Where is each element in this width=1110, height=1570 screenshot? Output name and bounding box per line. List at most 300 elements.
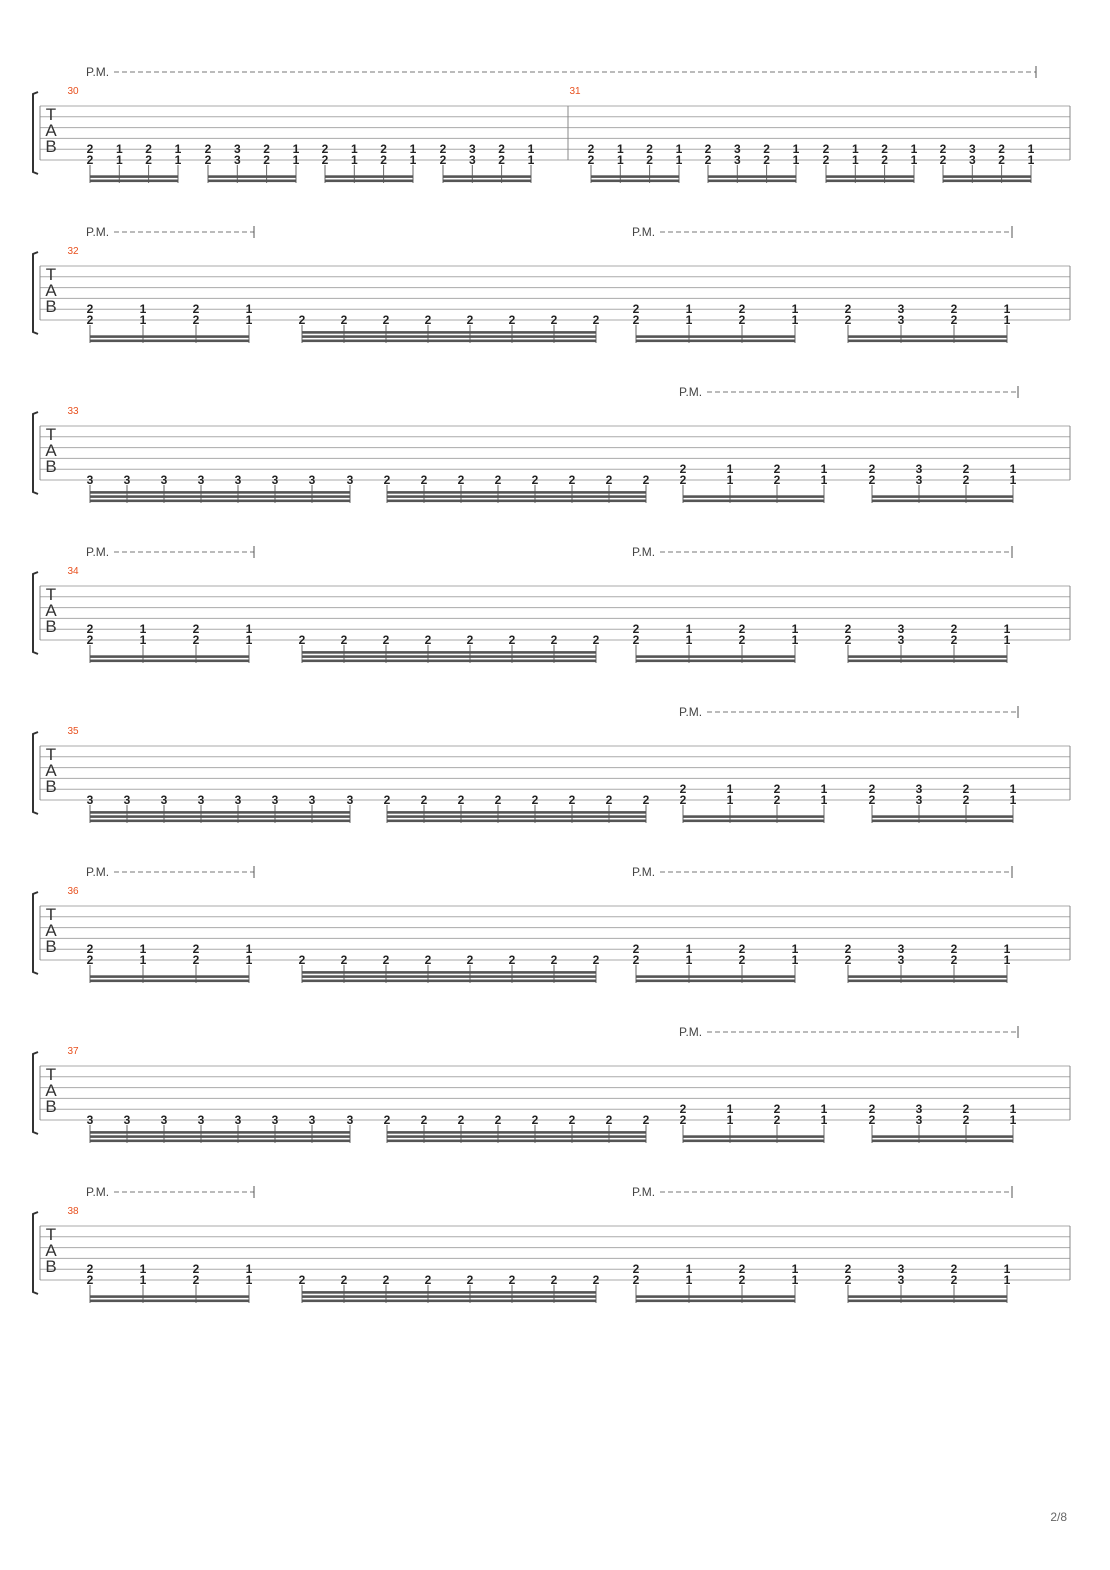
fret-number: 2 xyxy=(844,302,852,317)
beam xyxy=(848,655,1007,658)
fret-number: 2 xyxy=(498,142,505,157)
fret-number: 2 xyxy=(950,313,958,327)
system-bracket xyxy=(33,412,38,494)
beam xyxy=(90,500,350,503)
beam xyxy=(387,500,646,503)
fret-number: 2 xyxy=(550,313,558,327)
fret-number: 2 xyxy=(498,153,505,167)
fret-number: 1 xyxy=(1009,473,1017,487)
fret-number: 3 xyxy=(915,782,923,797)
fret-number: 1 xyxy=(685,953,693,967)
tab-system xyxy=(33,1025,1070,1143)
fret-number: 2 xyxy=(962,462,970,477)
fret-number: 2 xyxy=(950,302,958,317)
fret-number: 1 xyxy=(1003,1262,1011,1277)
fret-number: 1 xyxy=(851,153,859,167)
fret-number: 2 xyxy=(192,302,200,317)
fret-number: 1 xyxy=(139,1273,147,1287)
fret-number: 1 xyxy=(675,142,683,157)
beam xyxy=(943,175,1031,178)
fret-number: 1 xyxy=(791,942,799,957)
system-bracket xyxy=(33,1212,38,1294)
page-number: 2/8 xyxy=(1050,1510,1067,1524)
beam xyxy=(591,180,679,183)
fret-number: 3 xyxy=(915,473,923,487)
measure-number: 32 xyxy=(67,246,79,257)
fret-number: 3 xyxy=(234,473,242,487)
fret-number: 2 xyxy=(738,302,746,317)
fret-number: 1 xyxy=(726,1113,734,1127)
fret-number: 2 xyxy=(192,953,200,967)
fret-number: 3 xyxy=(915,462,923,477)
fret-number: 3 xyxy=(346,1113,354,1127)
fret-number: 2 xyxy=(773,793,781,807)
fret-number: 1 xyxy=(685,302,693,317)
beam xyxy=(683,500,824,503)
fret-number: 3 xyxy=(968,142,976,157)
fret-number: 3 xyxy=(123,793,131,807)
tab-clef-letter: T xyxy=(45,585,57,604)
fret-number: 1 xyxy=(139,1262,147,1277)
tab-clef-letter: A xyxy=(45,601,57,620)
fret-number: 2 xyxy=(192,622,200,637)
tab-clef-letter: A xyxy=(45,441,57,460)
measure-number: 38 xyxy=(67,1206,79,1217)
tab-system xyxy=(33,65,1070,183)
beam xyxy=(387,815,646,818)
tab-system xyxy=(33,705,1070,823)
fret-number: 2 xyxy=(738,313,746,327)
tab-clef-letter: B xyxy=(45,1097,57,1116)
palm-mute-label: P.M. xyxy=(679,1025,703,1039)
fret-number: 2 xyxy=(738,633,746,647)
fret-number: 2 xyxy=(298,313,306,327)
beam xyxy=(90,820,350,823)
beam xyxy=(636,1295,795,1298)
fret-number: 2 xyxy=(550,953,558,967)
fret-number: 2 xyxy=(605,1113,613,1127)
fret-number: 2 xyxy=(950,942,958,957)
beam xyxy=(387,1131,646,1134)
fret-number: 2 xyxy=(822,153,830,167)
tab-system xyxy=(33,545,1070,663)
fret-number: 2 xyxy=(592,1273,600,1287)
beam xyxy=(325,175,413,178)
fret-number: 2 xyxy=(382,313,390,327)
fret-number: 3 xyxy=(897,953,905,967)
fret-number: 2 xyxy=(844,1262,852,1277)
beam xyxy=(872,500,1013,503)
fret-number: 2 xyxy=(939,153,947,167)
fret-number: 2 xyxy=(868,1102,876,1117)
fret-number: 3 xyxy=(123,1113,131,1127)
fret-number: 1 xyxy=(726,462,734,477)
fret-number: 2 xyxy=(642,1113,650,1127)
beam xyxy=(872,815,1013,818)
beam xyxy=(683,495,824,498)
fret-number: 2 xyxy=(380,153,387,167)
fret-number: 1 xyxy=(820,462,828,477)
beam xyxy=(325,180,413,183)
beam xyxy=(302,971,596,974)
fret-number: 2 xyxy=(568,793,576,807)
beam xyxy=(90,335,249,338)
beam xyxy=(90,180,178,183)
tab-clef-letter: B xyxy=(45,137,57,156)
tab-system xyxy=(33,385,1070,503)
fret-number: 2 xyxy=(298,953,306,967)
measure-number: 34 xyxy=(67,566,79,577)
beam xyxy=(90,980,249,983)
beam xyxy=(90,340,249,343)
beam xyxy=(302,651,596,654)
beam xyxy=(443,180,531,183)
fret-number: 1 xyxy=(685,313,693,327)
fret-number: 2 xyxy=(86,953,94,967)
fret-number: 2 xyxy=(439,153,447,167)
tab-clef-letter: T xyxy=(45,1225,57,1244)
system-bracket xyxy=(33,92,38,174)
fret-number: 2 xyxy=(844,953,852,967)
tab-clef-letter: B xyxy=(45,937,57,956)
fret-number: 1 xyxy=(791,302,799,317)
fret-number: 2 xyxy=(962,1113,970,1127)
fret-number: 3 xyxy=(897,302,905,317)
palm-mute-label: P.M. xyxy=(679,385,703,399)
fret-number: 2 xyxy=(939,142,947,157)
fret-number: 2 xyxy=(763,142,770,157)
fret-number: 3 xyxy=(897,633,905,647)
beam xyxy=(302,335,596,338)
fret-number: 1 xyxy=(115,153,123,167)
beam xyxy=(708,175,796,178)
fret-number: 2 xyxy=(679,462,687,477)
fret-number: 2 xyxy=(192,1273,200,1287)
fret-number: 2 xyxy=(382,633,390,647)
tab-system xyxy=(33,865,1070,983)
fret-number: 1 xyxy=(350,142,358,157)
fret-number: 3 xyxy=(271,473,279,487)
palm-mute-label: P.M. xyxy=(86,225,110,239)
fret-number: 1 xyxy=(726,793,734,807)
beam xyxy=(302,980,596,983)
fret-number: 2 xyxy=(340,953,348,967)
fret-number: 2 xyxy=(587,153,595,167)
fret-number: 3 xyxy=(271,793,279,807)
fret-number: 2 xyxy=(773,473,781,487)
fret-number: 2 xyxy=(383,473,391,487)
fret-number: 2 xyxy=(86,302,94,317)
fret-number: 2 xyxy=(86,142,94,157)
beam xyxy=(826,175,914,178)
palm-mute-label: P.M. xyxy=(632,545,656,559)
measure-number: 31 xyxy=(569,86,581,97)
tab-clef-letter: T xyxy=(45,265,57,284)
fret-number: 1 xyxy=(1003,313,1011,327)
beam xyxy=(636,980,795,983)
beam xyxy=(302,660,596,663)
fret-number: 3 xyxy=(897,1262,905,1277)
fret-number: 2 xyxy=(420,793,428,807)
fret-number: 1 xyxy=(139,942,147,957)
fret-number: 2 xyxy=(531,1113,539,1127)
fret-number: 2 xyxy=(298,633,306,647)
fret-number: 1 xyxy=(820,1113,828,1127)
tab-clef-letter: B xyxy=(45,777,57,796)
fret-number: 1 xyxy=(616,153,624,167)
fret-number: 3 xyxy=(197,793,205,807)
fret-number: 2 xyxy=(263,153,270,167)
fret-number: 1 xyxy=(675,153,683,167)
fret-number: 1 xyxy=(1009,793,1017,807)
beam xyxy=(90,975,249,978)
fret-number: 2 xyxy=(881,153,888,167)
fret-number: 1 xyxy=(820,782,828,797)
beam xyxy=(90,1295,249,1298)
fret-number: 2 xyxy=(340,633,348,647)
tab-clef-letter: A xyxy=(45,761,57,780)
fret-number: 2 xyxy=(424,1273,432,1287)
fret-number: 2 xyxy=(587,142,595,157)
beam xyxy=(90,491,350,494)
fret-number: 2 xyxy=(844,942,852,957)
fret-number: 3 xyxy=(897,622,905,637)
fret-number: 2 xyxy=(881,142,888,157)
fret-number: 2 xyxy=(763,153,770,167)
tab-clef-letter: B xyxy=(45,297,57,316)
fret-number: 1 xyxy=(409,153,417,167)
beam xyxy=(848,975,1007,978)
fret-number: 2 xyxy=(868,473,876,487)
fret-number: 2 xyxy=(145,142,152,157)
fret-number: 1 xyxy=(245,302,253,317)
fret-number: 1 xyxy=(139,633,147,647)
fret-number: 2 xyxy=(950,1262,958,1277)
beam xyxy=(208,175,296,178)
fret-number: 1 xyxy=(1027,153,1035,167)
fret-number: 2 xyxy=(844,622,852,637)
fret-number: 1 xyxy=(115,142,123,157)
beam xyxy=(943,180,1031,183)
fret-number: 2 xyxy=(738,1273,746,1287)
fret-number: 1 xyxy=(527,153,535,167)
fret-number: 2 xyxy=(86,153,94,167)
measure-number: 33 xyxy=(67,406,79,417)
fret-number: 2 xyxy=(508,953,516,967)
fret-number: 1 xyxy=(1009,1113,1017,1127)
beam xyxy=(90,815,350,818)
fret-number: 1 xyxy=(1003,1273,1011,1287)
fret-number: 2 xyxy=(679,782,687,797)
fret-number: 2 xyxy=(86,1273,94,1287)
fret-number: 1 xyxy=(245,1273,253,1287)
fret-number: 1 xyxy=(726,473,734,487)
fret-number: 1 xyxy=(791,633,799,647)
tab-clef-letter: B xyxy=(45,1257,57,1276)
fret-number: 2 xyxy=(642,793,650,807)
beam xyxy=(208,180,296,183)
palm-mute-label: P.M. xyxy=(632,225,656,239)
fret-number: 2 xyxy=(340,1273,348,1287)
beam xyxy=(90,660,249,663)
beam xyxy=(302,1295,596,1298)
fret-number: 2 xyxy=(773,782,781,797)
tab-clef-letter: A xyxy=(45,121,57,140)
fret-number: 1 xyxy=(1009,782,1017,797)
fret-number: 3 xyxy=(468,142,476,157)
fret-number: 1 xyxy=(726,782,734,797)
fret-number: 2 xyxy=(204,153,212,167)
fret-number: 3 xyxy=(346,473,354,487)
fret-number: 2 xyxy=(773,1102,781,1117)
fret-number: 2 xyxy=(340,313,348,327)
tab-clef-letter: T xyxy=(45,1065,57,1084)
fret-number: 2 xyxy=(773,462,781,477)
fret-number: 3 xyxy=(897,1273,905,1287)
fret-number: 3 xyxy=(915,793,923,807)
fret-number: 2 xyxy=(86,622,94,637)
beam xyxy=(848,1300,1007,1303)
fret-number: 1 xyxy=(616,142,624,157)
tab-system xyxy=(33,225,1070,343)
fret-number: 2 xyxy=(550,1273,558,1287)
fret-number: 2 xyxy=(508,313,516,327)
fret-number: 2 xyxy=(950,953,958,967)
fret-number: 2 xyxy=(508,1273,516,1287)
fret-number: 1 xyxy=(245,313,253,327)
beam xyxy=(387,1140,646,1143)
fret-number: 1 xyxy=(726,1102,734,1117)
fret-number: 2 xyxy=(86,313,94,327)
fret-number: 2 xyxy=(86,1262,94,1277)
fret-number: 2 xyxy=(192,633,200,647)
fret-number: 3 xyxy=(234,793,242,807)
fret-number: 3 xyxy=(233,142,241,157)
fret-number: 1 xyxy=(791,313,799,327)
beam xyxy=(848,335,1007,338)
fret-number: 2 xyxy=(86,633,94,647)
beam xyxy=(302,331,596,334)
fret-number: 2 xyxy=(868,782,876,797)
system-bracket xyxy=(33,892,38,974)
fret-number: 2 xyxy=(494,1113,502,1127)
beam xyxy=(872,495,1013,498)
beam xyxy=(636,660,795,663)
fret-number: 1 xyxy=(792,142,800,157)
fret-number: 2 xyxy=(466,313,474,327)
palm-mute-label: P.M. xyxy=(632,1185,656,1199)
beam xyxy=(848,980,1007,983)
fret-number: 3 xyxy=(308,793,316,807)
fret-number: 2 xyxy=(704,153,712,167)
fret-number: 2 xyxy=(962,473,970,487)
tab-clef-letter: A xyxy=(45,281,57,300)
fret-number: 2 xyxy=(420,1113,428,1127)
fret-number: 1 xyxy=(139,953,147,967)
fret-number: 3 xyxy=(160,473,168,487)
beam xyxy=(872,1140,1013,1143)
beam xyxy=(848,1295,1007,1298)
beam xyxy=(90,1135,350,1138)
fret-number: 3 xyxy=(897,942,905,957)
fret-number: 3 xyxy=(915,1102,923,1117)
beam xyxy=(90,1131,350,1134)
fret-number: 2 xyxy=(632,313,640,327)
fret-number: 1 xyxy=(685,633,693,647)
fret-number: 1 xyxy=(174,153,182,167)
beam xyxy=(90,655,249,658)
fret-number: 2 xyxy=(424,633,432,647)
fret-number: 1 xyxy=(1003,622,1011,637)
fret-number: 2 xyxy=(950,1273,958,1287)
fret-number: 3 xyxy=(160,1113,168,1127)
fret-number: 1 xyxy=(1003,942,1011,957)
beam xyxy=(302,975,596,978)
palm-mute-label: P.M. xyxy=(86,545,110,559)
palm-mute-label: P.M. xyxy=(632,865,656,879)
fret-number: 2 xyxy=(568,1113,576,1127)
fret-number: 2 xyxy=(494,793,502,807)
fret-number: 2 xyxy=(632,953,640,967)
fret-number: 2 xyxy=(632,942,640,957)
tab-clef-letter: A xyxy=(45,1241,57,1260)
fret-number: 1 xyxy=(685,1273,693,1287)
fret-number: 2 xyxy=(950,622,958,637)
tab-clef-letter: T xyxy=(45,425,57,444)
fret-number: 1 xyxy=(174,142,182,157)
beam xyxy=(636,340,795,343)
fret-number: 3 xyxy=(733,153,741,167)
fret-number: 2 xyxy=(679,1113,687,1127)
fret-number: 2 xyxy=(457,473,465,487)
fret-number: 3 xyxy=(123,473,131,487)
beam xyxy=(683,1140,824,1143)
fret-number: 2 xyxy=(998,153,1005,167)
fret-number: 2 xyxy=(380,142,387,157)
fret-number: 1 xyxy=(1009,462,1017,477)
fret-number: 2 xyxy=(646,153,653,167)
fret-number: 2 xyxy=(424,313,432,327)
fret-number: 2 xyxy=(646,142,653,157)
fret-number: 2 xyxy=(457,1113,465,1127)
fret-number: 2 xyxy=(679,793,687,807)
fret-number: 3 xyxy=(86,473,94,487)
beam xyxy=(683,815,824,818)
tab-clef-letter: T xyxy=(45,105,57,124)
palm-mute-label: P.M. xyxy=(86,65,110,79)
fret-number: 2 xyxy=(738,953,746,967)
fret-number: 2 xyxy=(844,633,852,647)
tab-clef-letter: A xyxy=(45,1081,57,1100)
fret-number: 1 xyxy=(527,142,535,157)
beam xyxy=(683,820,824,823)
tab-clef-letter: B xyxy=(45,457,57,476)
fret-number: 1 xyxy=(409,142,417,157)
fret-number: 2 xyxy=(704,142,712,157)
fret-number: 1 xyxy=(292,153,300,167)
fret-number: 2 xyxy=(420,473,428,487)
fret-number: 2 xyxy=(321,153,329,167)
fret-number: 3 xyxy=(915,1113,923,1127)
fret-number: 2 xyxy=(868,462,876,477)
fret-number: 1 xyxy=(851,142,859,157)
beam xyxy=(683,1135,824,1138)
beam xyxy=(848,340,1007,343)
fret-number: 2 xyxy=(950,633,958,647)
fret-number: 2 xyxy=(494,473,502,487)
beam xyxy=(636,335,795,338)
fret-number: 1 xyxy=(685,622,693,637)
